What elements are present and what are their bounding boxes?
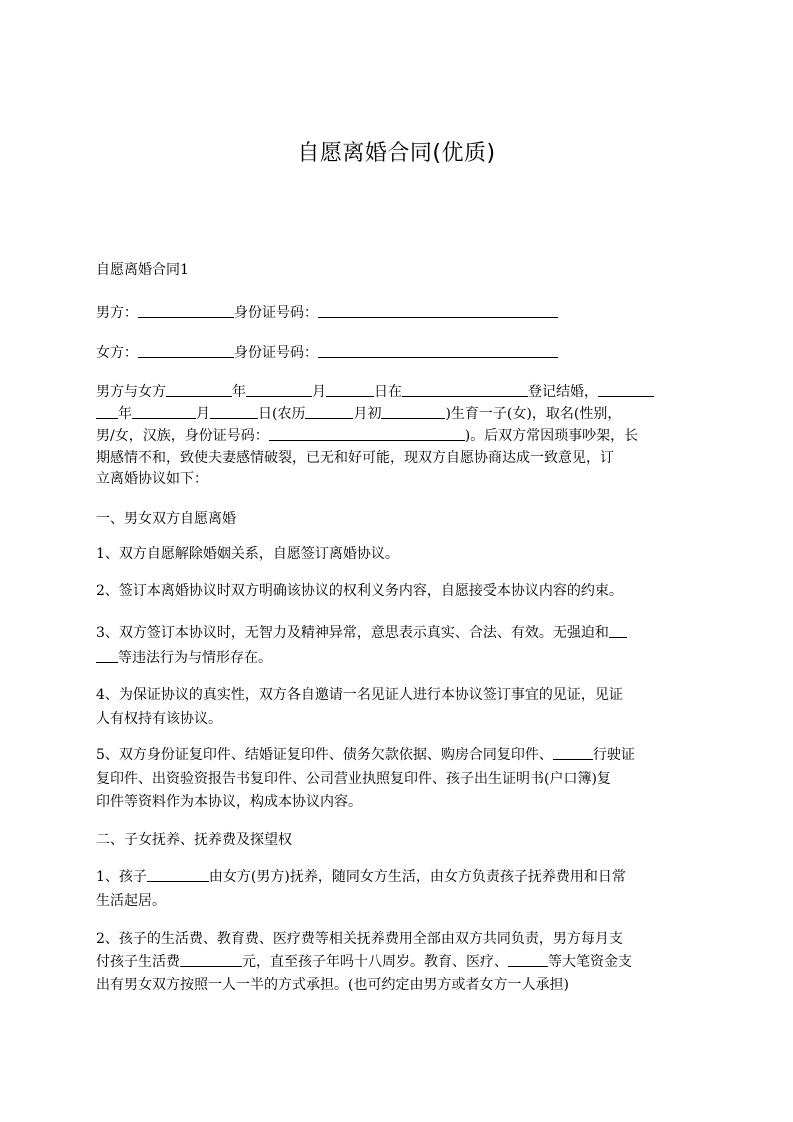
intro-text: 登记结婚， xyxy=(528,384,598,400)
item-text: 由女方(男方)抚养，随同女方生活，由女方负责孩子抚养费用和日常 xyxy=(208,869,626,885)
male-line xyxy=(96,302,558,324)
intro-text: 男方与女方 xyxy=(96,384,166,400)
intro-text: 月 xyxy=(312,384,326,400)
section1-item3-line1 xyxy=(96,622,627,644)
item-text: 5、双方身份证复印件、结婚证复印件、债务欠款依据、购房合同复印件、 xyxy=(96,747,553,763)
allowance-blank[interactable] xyxy=(180,952,242,967)
section2-title: 二、子女抚养、抚养费及探望权 xyxy=(96,832,292,848)
intro-line-5: 立离婚协议如下： xyxy=(96,471,208,487)
item-text: 1、孩子 xyxy=(96,869,147,885)
female-line xyxy=(96,342,558,364)
intro-line-1 xyxy=(96,381,654,403)
intro-text: 男/女，汉族，身份证号码： xyxy=(96,428,269,444)
blank[interactable] xyxy=(210,404,258,419)
intro-line-3 xyxy=(96,425,638,447)
male-name-blank[interactable] xyxy=(138,303,234,318)
item-text: 付孩子生活费 xyxy=(96,954,180,970)
male-id-label: 身份证号码： xyxy=(234,305,318,321)
section2-item2-line2 xyxy=(96,951,632,973)
document-title: 自愿离婚合同(优质) xyxy=(297,141,496,166)
section1-item2: 2、签订本离婚协议时双方明确该协议的权利义务内容，自愿接受本协议内容的约束。 xyxy=(96,583,623,599)
blank[interactable] xyxy=(132,404,196,419)
section2-item2-line1: 2、孩子的生活费、教育费、医疗费等相关抚养费用全部由双方共同负责，男方每月支 xyxy=(96,931,623,947)
blank[interactable] xyxy=(147,867,209,882)
contract-heading: 自愿离婚合同1 xyxy=(96,262,189,278)
blank[interactable] xyxy=(609,623,627,638)
blank[interactable] xyxy=(96,404,118,419)
item-text: 等违法行为与情形存在。 xyxy=(118,650,272,666)
intro-text: )生育一子(女)，取名(性别， xyxy=(445,406,622,422)
intro-text: 月初 xyxy=(353,406,382,422)
female-id-label: 身份证号码： xyxy=(234,345,318,361)
blank[interactable] xyxy=(598,382,654,397)
item-text: 元，直至孩子年吗十八周岁。教育、医疗、 xyxy=(242,954,508,970)
blank[interactable] xyxy=(508,952,548,967)
item-text: 等大笔资金支 xyxy=(548,954,632,970)
male-label: 男方： xyxy=(96,305,138,321)
item-text: 3、双方签订本协议时，无智力及精神异常，意思表示真实、合法、有效。无强迫和 xyxy=(96,625,609,641)
blank[interactable] xyxy=(326,382,374,397)
section1-item4-line1: 4、为保证协议的真实性，双方各自邀请一名见证人进行本协议签订事宜的见证，见证 xyxy=(96,687,623,703)
blank[interactable] xyxy=(305,404,353,419)
item-text: 行驶证 xyxy=(592,747,635,763)
blank[interactable] xyxy=(96,648,118,663)
intro-text: )。后双方常因琐事吵架，长 xyxy=(464,428,639,444)
intro-text: 年 xyxy=(118,406,132,422)
section2-item1-line1 xyxy=(96,866,626,888)
blank[interactable] xyxy=(402,382,528,397)
section1-item1: 1、双方自愿解除婚姻关系，自愿签订离婚协议。 xyxy=(96,546,399,562)
section1-item4-line2: 人有权持有该协议。 xyxy=(96,711,222,727)
intro-text: 月 xyxy=(196,406,210,422)
section1-item5-line2: 复印件、出资验资报告书复印件、公司营业执照复印件、孩子出生证明书(户口簿)复 xyxy=(96,771,611,787)
child-id-blank[interactable] xyxy=(269,426,465,441)
section1-title: 一、男女双方自愿离婚 xyxy=(96,511,236,527)
blank[interactable] xyxy=(166,382,232,397)
section2-item2-line3: 出有男女双方按照一人一半的方式承担。(也可约定由男方或者女方一人承担) xyxy=(96,977,569,993)
female-id-blank[interactable] xyxy=(318,343,558,358)
blank[interactable] xyxy=(246,382,312,397)
intro-line-2 xyxy=(96,403,621,425)
blank[interactable] xyxy=(381,404,445,419)
section2-item1-line2: 生活起居。 xyxy=(96,893,166,909)
intro-line-4: 期感情不和，致使夫妻感情破裂，已无和好可能，现双方自愿协商达成一致意见，订 xyxy=(96,450,614,466)
section1-item3-line2 xyxy=(96,647,272,669)
intro-text: 日在 xyxy=(374,384,402,400)
blank[interactable] xyxy=(553,745,593,760)
female-name-blank[interactable] xyxy=(138,343,234,358)
female-label: 女方： xyxy=(96,345,138,361)
intro-text: 年 xyxy=(232,384,246,400)
male-id-blank[interactable] xyxy=(318,303,558,318)
intro-text: 日(农历 xyxy=(258,406,306,422)
section1-item5-line3: 印件等资料作为本协议，构成本协议内容。 xyxy=(96,794,362,810)
section1-item5-line1 xyxy=(96,744,635,766)
